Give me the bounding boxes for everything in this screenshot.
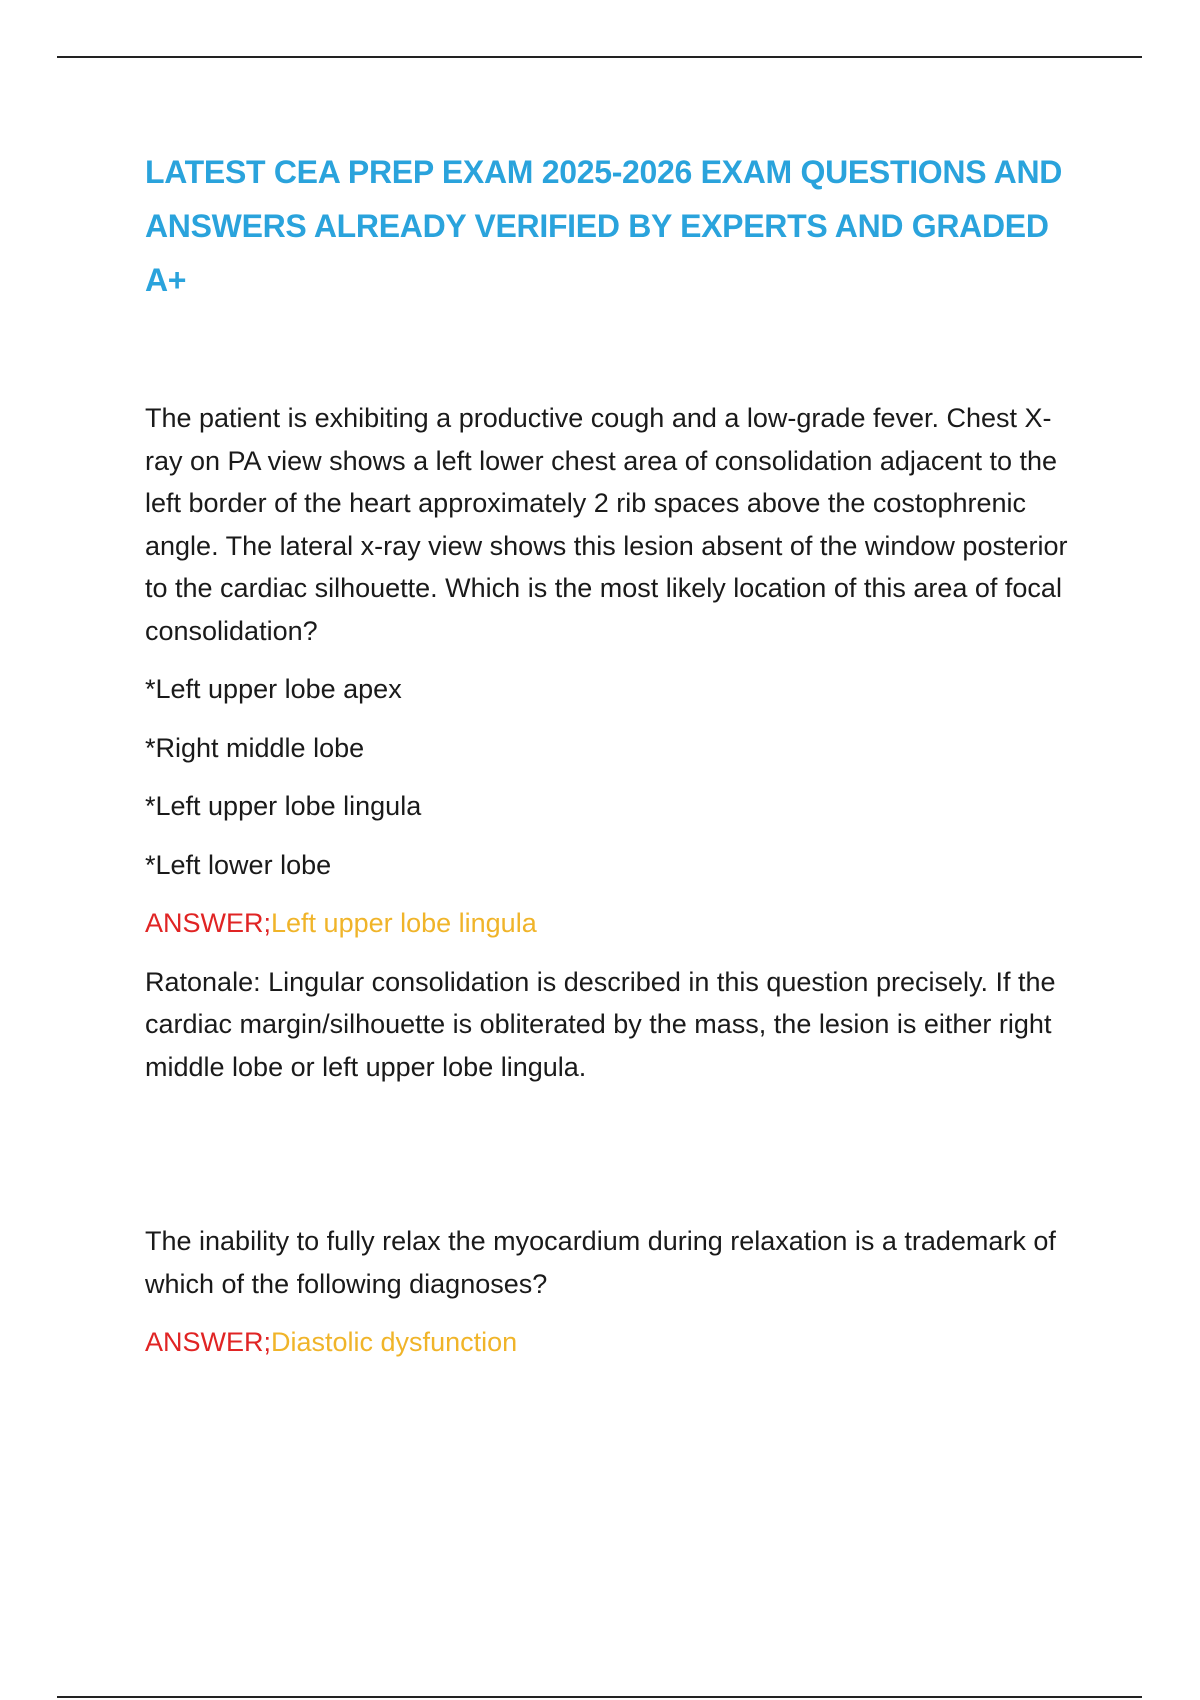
answer-label: ANSWER;: [145, 1327, 272, 1357]
question-2-answer: [145, 1321, 1085, 1364]
answer-text: Left upper lobe lingula: [271, 908, 537, 938]
question-1-option-3: *Left upper lobe lingula: [145, 791, 422, 821]
question-1-answer: [145, 902, 1085, 945]
question-1-option-4: *Left lower lobe: [145, 849, 332, 880]
question-1: [145, 397, 1085, 1088]
answer-text: Diastolic dysfunction: [271, 1327, 518, 1357]
document-title: LATEST CEA PREP EXAM 2025-2026 EXAM QUESTIONS AND ANSWERS ALREADY VERIFIED BY EXPERTS AND GRADED A+: [145, 154, 1063, 298]
question-2: [145, 1220, 1085, 1364]
question-1-stem: The patient is exhibiting a productive cough and a low-grade fever. Chest X-ray on PA view shows a left lower chest area of consolidation adjacent to the left border of the heart approximately 2 rib spaces above the costophrenic angle. The lateral x-ray view shows this lesion absent of the window posterior to the cardiac silhouette. Which is the most likely location of this area of focal consolidation?: [145, 403, 1068, 646]
question-1-option-1: *Left upper lobe apex: [145, 674, 402, 704]
question-1-option-2: *Right middle lobe: [145, 732, 365, 763]
top-rule: [57, 56, 1142, 58]
bottom-rule: [57, 1696, 1142, 1698]
question-2-stem: The inability to fully relax the myocardium during relaxation is a trademark of which of the following diagnoses?: [145, 1226, 1056, 1299]
document-body: [145, 145, 1085, 1364]
question-1-rationale: Ratonale: Lingular consolidation is described in this question precisely. If the cardiac margin/silhouette is obliterated by the mass, the lesion is either right middle lobe or left upper lobe lingula.: [145, 966, 1056, 1082]
answer-label: ANSWER;: [145, 908, 272, 938]
